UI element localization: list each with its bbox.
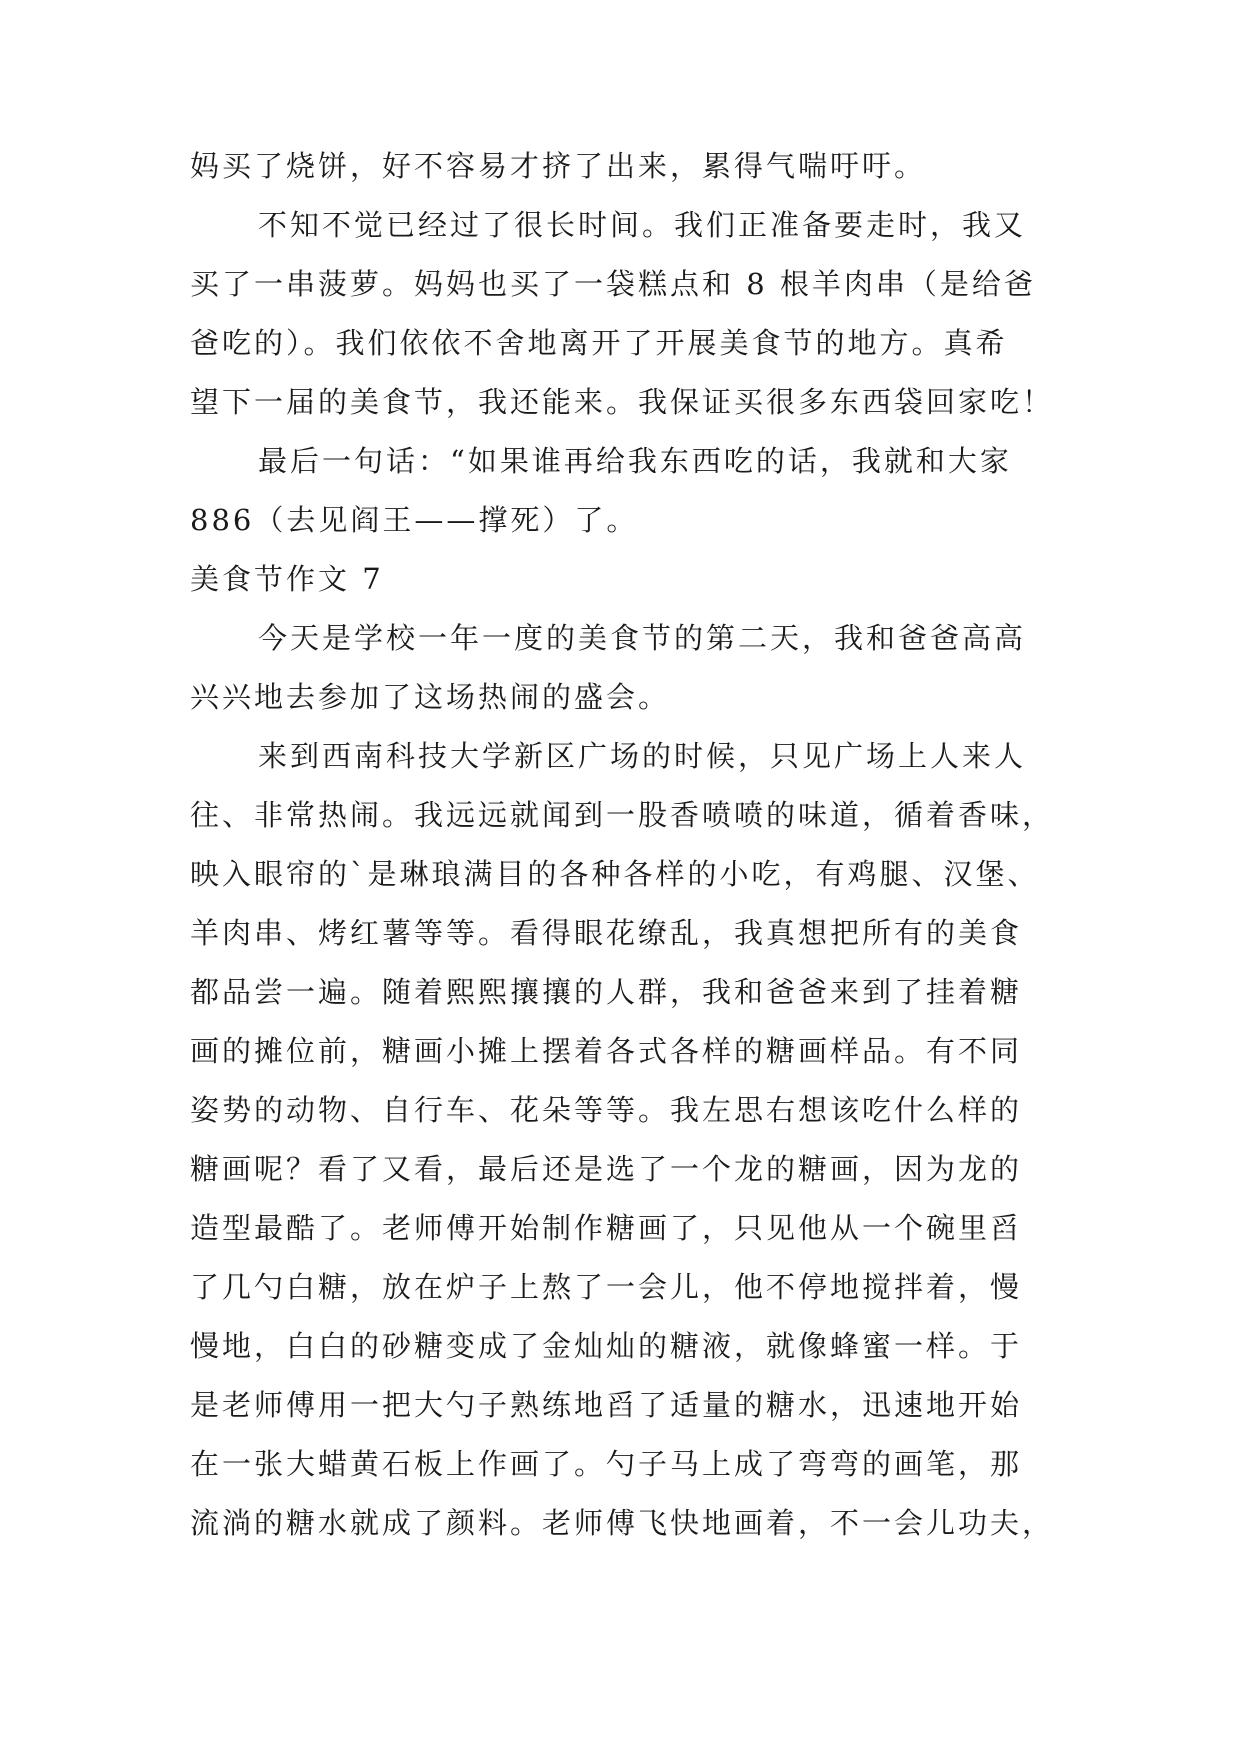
text-line: 造型最酷了。老师傅开始制作糖画了，只见他从一个碗里舀 [190,1211,1023,1245]
text-line: 妈买了烧饼，好不容易才挤了出来，累得气喘吁吁。 [190,149,927,183]
text-line: 在一张大蜡黄石板上作画了。勺子马上成了弯弯的画笔，那 [190,1447,1023,1481]
text-line: 买了一串菠萝。妈妈也买了一袋糕点和 8 根羊肉串（是给爸 [190,267,1036,301]
text-line: 兴兴地去参加了这场热闹的盛会。 [190,680,671,714]
paragraph-first-line: 来到西南科技大学新区广场的时候，只见广场上人来人 [258,739,1027,773]
text-line: 画的摊位前，糖画小摊上摆着各式各样的糖画样品。有不同 [190,1034,1023,1068]
text-line: 姿势的动物、自行车、花朵等等。我左思右想该吃什么样的 [190,1093,1023,1127]
text-line: 糖画呢？看了又看，最后还是选了一个龙的糖画，因为龙的 [190,1152,1023,1186]
text-line: 886（去见阎王——撑死）了。 [190,503,639,537]
text-line: 望下一届的美食节，我还能来。我保证买很多东西袋回家吃！ [190,385,1055,419]
text-line: 慢地，白白的砂糖变成了金灿灿的糖液，就像蜂蜜一样。于 [190,1329,1023,1363]
text-line: 都品尝一遍。随着熙熙攘攘的人群，我和爸爸来到了挂着糖 [190,975,1023,1009]
text-line: 映入眼帘的`是琳琅满目的各种各样的小吃，有鸡腿、汉堡、 [190,857,1040,891]
section-heading: 美食节作文 7 [190,562,384,596]
text-line: 是老师傅用一把大勺子熟练地舀了适量的糖水，迅速地开始 [190,1388,1023,1422]
paragraph-first-line: 不知不觉已经过了很长时间。我们正准备要走时，我又 [258,208,1027,242]
text-line: 往、非常热闹。我远远就闻到一股香喷喷的味道，循着香味， [190,798,1055,832]
paragraph-first-line: 最后一句话：“如果谁再给我东西吃的话，我就和大家 [258,444,1012,478]
text-line: 了几勺白糖，放在炉子上熬了一会儿，他不停地搅拌着，慢 [190,1270,1023,1304]
text-line: 羊肉串、烤红薯等等。看得眼花缭乱，我真想把所有的美食 [190,916,1023,950]
paragraph-first-line: 今天是学校一年一度的美食节的第二天，我和爸爸高高 [258,621,1027,655]
text-line: 流淌的糖水就成了颜料。老师傅飞快地画着，不一会儿功夫， [190,1506,1055,1540]
text-line: 爸吃的）。我们依依不舍地离开了开展美食节的地方。真希 [190,326,1008,360]
